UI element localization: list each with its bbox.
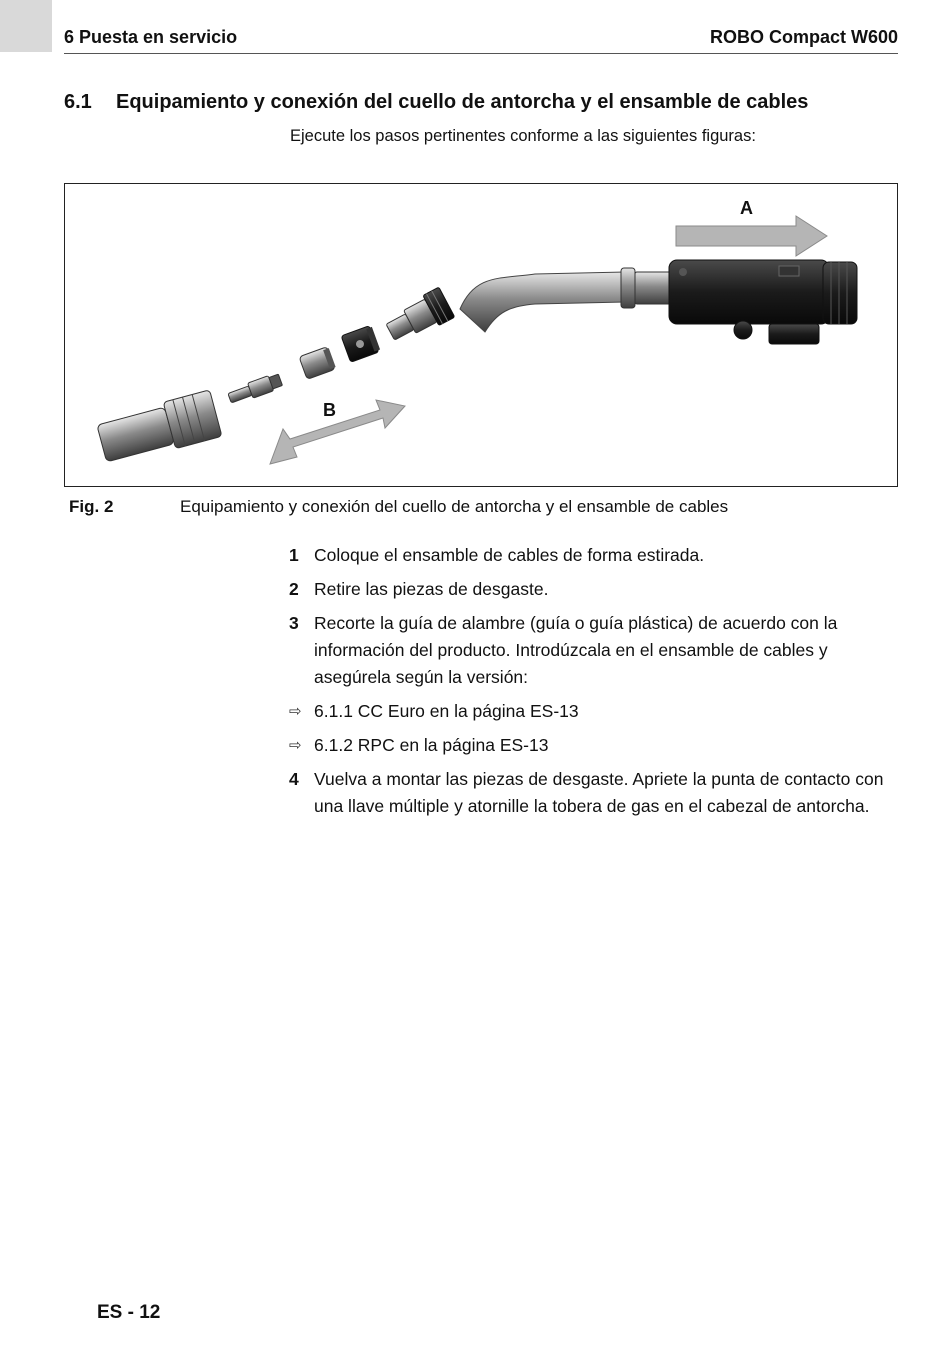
step-text: Vuelva a montar las piezas de desgaste. Apriete la punta de contacto con una llave múltiple y atornille la tobera de gas en el cabezal de antorcha. <box>314 769 884 816</box>
step-2 <box>289 576 899 603</box>
figure-label: Fig. 2 <box>69 497 114 516</box>
arrow-a-icon <box>676 216 827 256</box>
gas-diffuser-icon <box>341 325 381 362</box>
cross-reference-rpc[interactable] <box>289 732 899 759</box>
arrow-b-icon <box>270 400 405 464</box>
corner-tab <box>0 0 52 52</box>
section-title <box>64 91 808 114</box>
step-list <box>289 542 899 827</box>
product-header: ROBO Compact W600 <box>709 27 898 47</box>
step-text: Recorte la guía de alambre (guía o guía plástica) de acuerdo con la información del producto. Introdúzcala en el ensamble de cables y asegúrela según la versión: <box>314 613 838 687</box>
section-number: 6.1 <box>64 91 92 113</box>
cross-ref-arrow-icon: ⇨ <box>289 737 302 754</box>
section-title-text: Equipamiento y conexión del cuello de antorcha y el ensamble de cables <box>116 91 809 113</box>
step-text: Coloque el ensamble de cables de forma estirada. <box>314 545 705 565</box>
label-b: B <box>323 400 336 420</box>
step-1 <box>289 542 899 569</box>
figure-2 <box>64 183 898 487</box>
cross-reference-cc-euro[interactable] <box>289 698 899 725</box>
contact-tip-icon <box>227 372 283 406</box>
step-number: 4 <box>289 769 299 789</box>
cross-ref-arrow-icon: ⇨ <box>289 703 302 720</box>
intro-text: Ejecute los pasos pertinentes conforme a las siguientes figuras: <box>290 127 756 145</box>
step-number: 2 <box>289 579 299 599</box>
label-a: A <box>740 198 753 218</box>
step-number: 3 <box>289 613 299 633</box>
step-text: Retire las piezas de desgaste. <box>314 579 549 599</box>
tip-adapter-icon <box>299 346 336 379</box>
step-4 <box>289 766 899 820</box>
chapter-header: 6 Puesta en servicio <box>64 27 238 47</box>
torch-neck-icon <box>382 260 857 347</box>
step-3 <box>289 610 899 691</box>
gas-nozzle-icon <box>96 390 222 467</box>
figure-caption: Equipamiento y conexión del cuello de antorcha y el ensamble de cables <box>180 497 729 516</box>
cross-reference-link[interactable]: 6.1.1 CC Euro en la página ES-13 <box>314 701 579 721</box>
page-number: ES - 12 <box>97 1302 161 1323</box>
torch-illustration <box>65 184 899 488</box>
step-number: 1 <box>289 545 299 565</box>
header-divider <box>64 53 898 54</box>
cross-reference-link[interactable]: 6.1.2 RPC en la página ES-13 <box>314 735 549 755</box>
